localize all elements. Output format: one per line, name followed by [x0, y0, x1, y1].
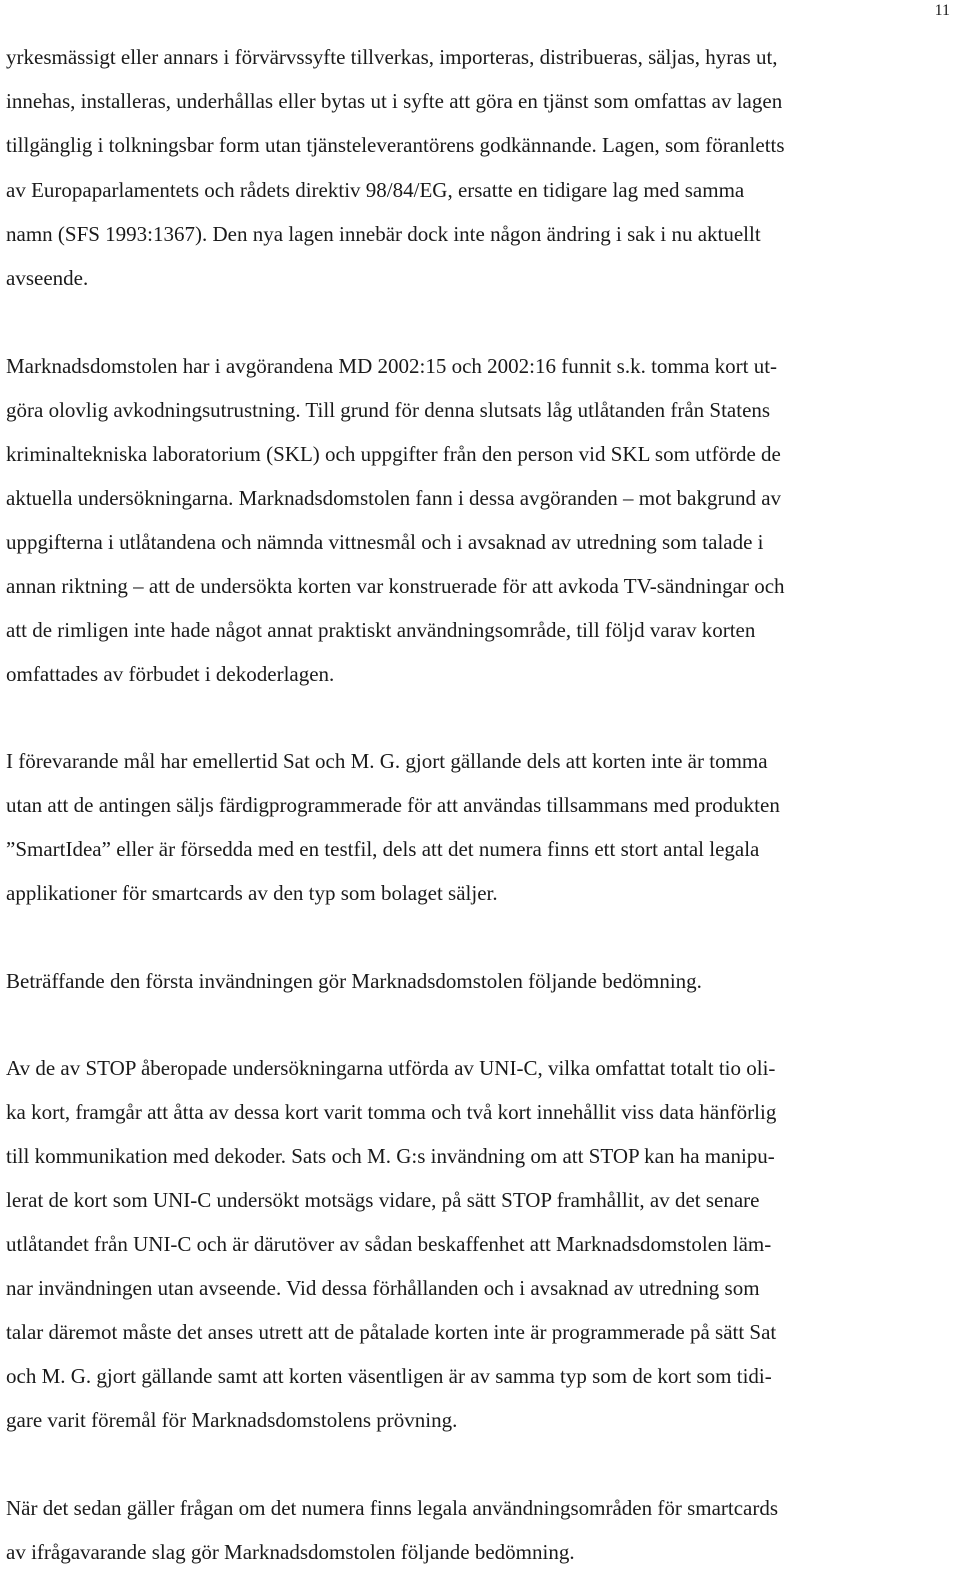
text-line: aktuella undersökningarna. Marknadsdomstolen fann i dessa avgöranden – mot bakgrund av	[6, 486, 782, 510]
text-line: Marknadsdomstolen har i avgörandena MD 2002:15 och 2002:16 funnit s.k. tomma kort ut-	[6, 354, 778, 378]
page-number: 11	[934, 2, 950, 19]
text-line: utan att de antingen säljs färdigprogrammerade för att användas tillsammans med produkten	[6, 793, 780, 817]
text-line: och M. G. gjort gällande samt att korten väsentligen är av samma typ som de kort som tidi-	[6, 1364, 772, 1388]
text-line: avseende.	[6, 266, 89, 290]
text-line: gare varit föremål för Marknadsdomstolens prövning.	[6, 1408, 458, 1432]
text-line: namn (SFS 1993:1367). Den nya lagen innebär dock inte någon ändring i sak i nu aktuellt	[6, 222, 761, 246]
text-line: att de rimligen inte hade något annat praktiskt användningsområde, till följd varav korten	[6, 618, 756, 642]
text-line: göra olovlig avkodningsutrustning. Till grund för denna slutsats låg utlåtanden från Statens	[6, 398, 771, 422]
text-line: applikationer för smartcards av den typ som bolaget säljer.	[6, 881, 498, 905]
text-line: innehas, installeras, underhållas eller bytas ut i syfte att göra en tjänst som omfattas av lagen	[6, 89, 783, 113]
text-line: Beträffande den första invändningen gör Marknadsdomstolen följande bedömning.	[6, 969, 702, 993]
text-line: utlåtandet från UNI-C och är därutöver av sådan beskaffenhet att Marknadsdomstolen läm-	[6, 1232, 772, 1256]
text-line: till kommunikation med dekoder. Sats och M. G:s invändning om att STOP kan ha manipu-	[6, 1144, 775, 1168]
text-line: uppgifterna i utlåtandena och nämnda vittnesmål och i avsaknad av utredning som talade i	[6, 530, 764, 554]
text-line: annan riktning – att de undersökta korten var konstruerade för att avkoda TV-sändningar och	[6, 574, 785, 598]
text-line: lerat de kort som UNI-C undersökt motsägs vidare, på sätt STOP framhållit, av det senare	[6, 1188, 760, 1212]
text-line: omfattades av förbudet i dekoderlagen.	[6, 662, 335, 686]
text-line: av Europaparlamentets och rådets direktiv 98/84/EG, ersatte en tidigare lag med samma	[6, 178, 745, 202]
text-line: nar invändningen utan avseende. Vid dessa förhållanden och i avsaknad av utredning som	[6, 1276, 760, 1300]
text-line: talar däremot måste det anses utrett att de påtalade korten inte är programmerade på sätt Sat	[6, 1320, 777, 1344]
text-line: tillgänglig i tolkningsbar form utan tjänsteleverantörens godkännande. Lagen, som föranletts	[6, 133, 785, 157]
text-line: av ifrågavarande slag gör Marknadsdomstolen följande bedömning.	[6, 1540, 575, 1564]
text-line: ka kort, framgår att åtta av dessa kort varit tomma och två kort innehållit viss data hänförlig	[6, 1100, 777, 1124]
text-line: Av de av STOP åberopade undersökningarna utförda av UNI-C, vilka omfattat totalt tio oli-	[6, 1056, 776, 1080]
text-line: När det sedan gäller frågan om det numera finns legala användningsområden för smartcards	[6, 1496, 779, 1520]
text-line: kriminaltekniska laboratorium (SKL) och uppgifter från den person vid SKL som utförde de	[6, 442, 781, 466]
text-line: yrkesmässigt eller annars i förvärvssyfte tillverkas, importeras, distribueras, säljas, hyras ut,	[6, 45, 778, 69]
text-line: ”SmartIdea” eller är försedda med en testfil, dels att det numera finns ett stort antal legala	[6, 837, 760, 861]
text-line: I förevarande mål har emellertid Sat och M. G. gjort gällande dels att korten inte är tomma	[6, 749, 768, 773]
